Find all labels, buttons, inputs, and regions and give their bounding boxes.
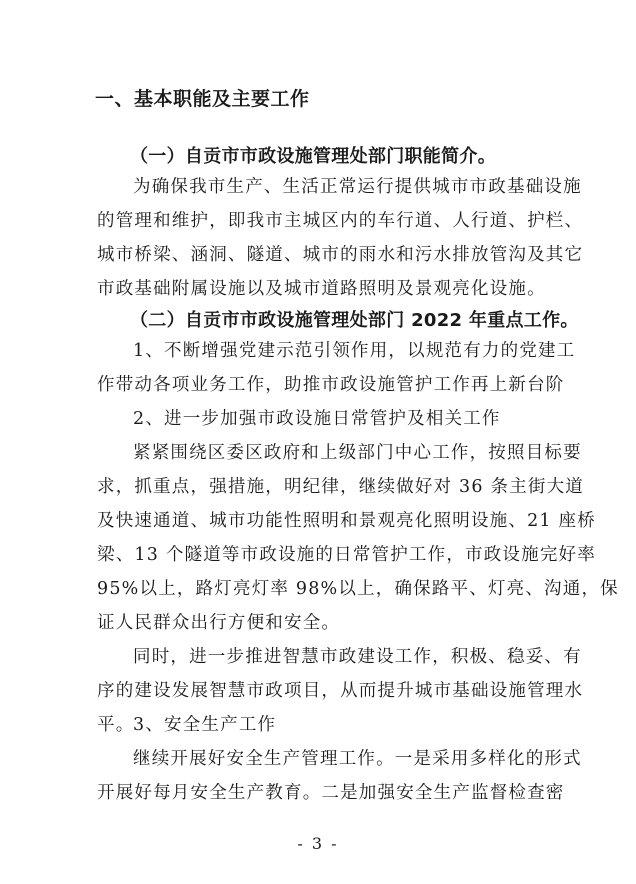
item-2-title (97, 402, 545, 436)
text-line: 的管理和维护，即我市主城区内的车行道、人行道、护栏、 (97, 211, 584, 231)
text-line: 紧紧围绕区委区政府和上级部门中心工作，按照目标要 (133, 443, 582, 463)
text-line: 开展好每月安全生产教育。二是加强安全生产监督检查密 (97, 783, 565, 803)
text-line: 市政基础附属设施以及城市道路照明及景观亮化设施。 (97, 279, 546, 299)
text-line: 平。 (97, 715, 135, 735)
text-line: 及快速通道、城市功能性照明和景观亮化照明设施、21 座桥 (97, 511, 596, 531)
subsection-title-1: （一）自贡市市政设施管理处部门职能简介。 (130, 146, 496, 167)
text-line: 城市桥梁、涵洞、隧道、城市的雨水和污水排放管沟及其它 (97, 245, 584, 265)
text-line: 1、不断增强党建示范引领作用，以规范有力的党建工 (133, 341, 576, 361)
text-line: 作带动各项业务工作，助推市政设施管护工作再上新台阶 (97, 375, 565, 395)
text-line: 3、安全生产工作 (133, 715, 277, 735)
text-line: 求，抓重点，强措施，明纪律，继续做好对 36 条主街大道 (97, 477, 584, 497)
text-line: 95%以上，路灯亮灯率 98%以上，确保路平、灯亮、沟通，保 (97, 579, 619, 599)
paragraph-item-2 (97, 436, 619, 640)
text-line: 证人民群众出行方便和安全。 (97, 613, 341, 633)
paragraph-item-3 (97, 742, 582, 810)
text-line: 继续开展好安全生产管理工作。一是采用多样化的形式 (133, 749, 582, 769)
text-line: 为确保我市生产、生活正常运行提供城市市政基础设施 (133, 177, 582, 197)
page-number: - 3 - (297, 834, 339, 853)
subsection-title-2: （二）自贡市市政设施管理处部门 2022 年重点工作。 (130, 310, 579, 331)
text-line: 同时，进一步推进智慧市政建设工作，积极、稳妥、有 (133, 647, 582, 667)
text-line: 序的建设发展智慧市政项目，从而提升城市基础设施管理水 (97, 681, 584, 701)
text-line: 梁、13 个隧道等市政设施的日常管护工作，市政设施完好率 (97, 545, 596, 565)
paragraph-item-1 (97, 334, 576, 402)
section-title: 一、基本职能及主要工作 (95, 88, 310, 110)
item-3-title (97, 708, 545, 742)
text-line: 2、进一步加强市政设施日常管护及相关工作 (133, 409, 501, 429)
paragraph-function-intro (97, 170, 584, 306)
